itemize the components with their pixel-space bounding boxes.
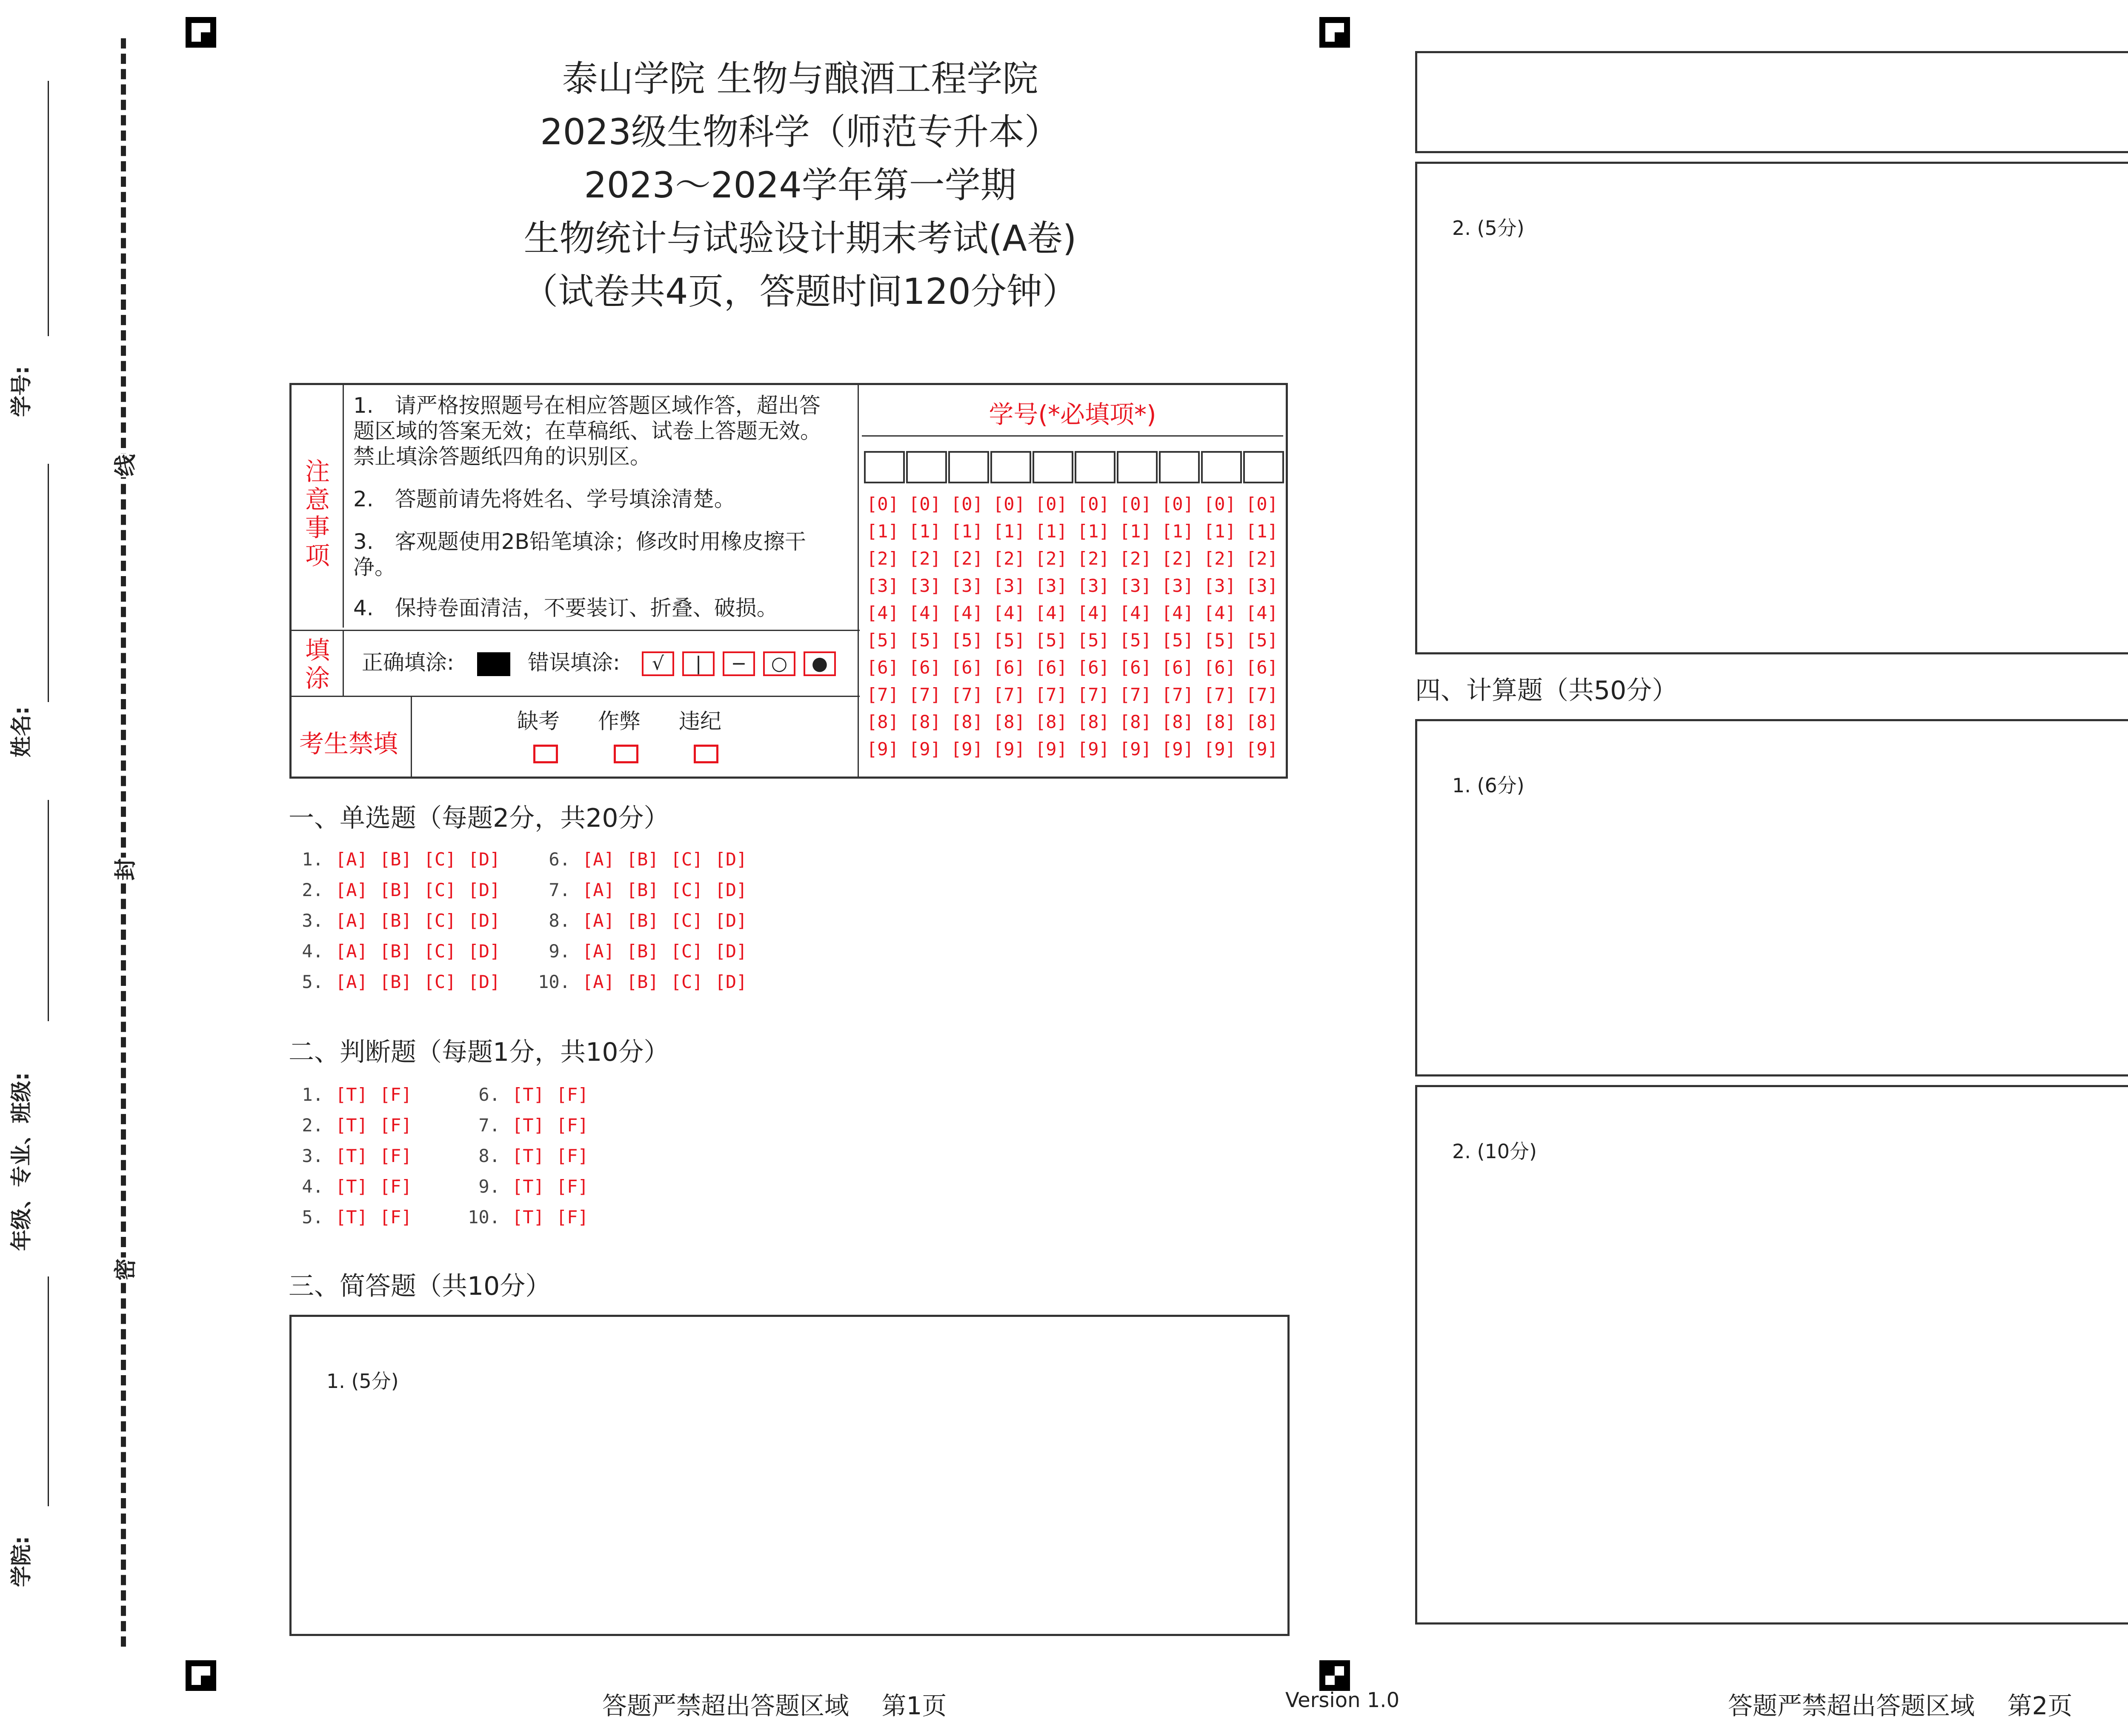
question-row[interactable] bbox=[289, 1207, 412, 1228]
question-number: 2. bbox=[302, 1115, 323, 1136]
calc-answer-box-2[interactable] bbox=[1415, 1085, 2128, 1625]
question-row[interactable] bbox=[289, 1115, 412, 1136]
side-label-student-id: 学号: bbox=[9, 366, 34, 417]
answer-bubble[interactable]: [B] bbox=[626, 941, 659, 962]
answer-bubble[interactable]: [F] bbox=[379, 1176, 412, 1197]
student-id-bubble[interactable]: [2] bbox=[1077, 548, 1110, 569]
student-id-bubble[interactable]: [1] bbox=[1161, 521, 1194, 542]
seal-char-seal: 封 bbox=[101, 858, 146, 882]
student-id-bubble[interactable]: [3] bbox=[909, 575, 941, 596]
student-id-bubble[interactable]: [8] bbox=[1077, 711, 1110, 732]
student-id-digit-row[interactable] bbox=[867, 711, 1288, 732]
footer-version: Version 1.0 bbox=[1285, 1688, 1400, 1712]
question-number: 1. bbox=[302, 849, 323, 870]
question-number: 7. bbox=[478, 1115, 500, 1136]
student-id-cell[interactable] bbox=[1201, 451, 1242, 483]
section1-title: 一、单选题（每题2分，共20分） bbox=[289, 803, 669, 833]
answer-bubble[interactable]: [D] bbox=[468, 879, 501, 900]
student-id-bubble[interactable]: [7] bbox=[1204, 684, 1236, 705]
student-id-bubble[interactable]: [6] bbox=[1246, 657, 1278, 678]
student-id-cell[interactable] bbox=[1159, 451, 1200, 483]
header-term: 2023～2024学年第一学期 bbox=[584, 164, 1016, 206]
student-id-bubble[interactable]: [3] bbox=[1077, 575, 1110, 596]
fill-label: 填涂 bbox=[305, 636, 330, 693]
student-id-bubble[interactable]: [4] bbox=[1161, 602, 1194, 623]
student-id-bubble[interactable]: [4] bbox=[951, 602, 983, 623]
answer-bubble[interactable]: [B] bbox=[379, 941, 412, 962]
student-id-bubble[interactable]: [3] bbox=[951, 575, 983, 596]
student-id-digit-row[interactable] bbox=[867, 657, 1288, 678]
question-number: 8. bbox=[478, 1145, 500, 1166]
answer-bubble[interactable]: [A] bbox=[582, 971, 615, 992]
answer-bubble[interactable]: [T] bbox=[335, 1145, 368, 1166]
answer-bubble[interactable]: [D] bbox=[468, 941, 501, 962]
answer-bubble[interactable]: [A] bbox=[582, 941, 615, 962]
student-id-bubble[interactable]: [2] bbox=[1246, 548, 1278, 569]
question-row[interactable] bbox=[289, 849, 500, 870]
question-number: 3. bbox=[302, 910, 323, 931]
question-row[interactable] bbox=[289, 910, 500, 931]
answer-bubble[interactable]: [C] bbox=[670, 849, 703, 870]
student-id-bubble[interactable]: [4] bbox=[1119, 602, 1152, 623]
question-number: 5. bbox=[302, 1207, 323, 1228]
student-id-digit-row[interactable] bbox=[867, 630, 1288, 651]
student-id-bubble[interactable]: [5] bbox=[909, 630, 941, 651]
student-id-bubble[interactable]: [4] bbox=[867, 602, 899, 623]
student-id-bubble[interactable]: [4] bbox=[1077, 602, 1110, 623]
question-row[interactable] bbox=[536, 849, 747, 870]
student-id-bubble[interactable]: [6] bbox=[951, 657, 983, 678]
student-id-bubble[interactable]: [5] bbox=[867, 630, 899, 651]
question-number: 5. bbox=[302, 971, 323, 992]
student-id-bubble[interactable]: [3] bbox=[1119, 575, 1152, 596]
student-id-bubble[interactable]: [8] bbox=[1035, 711, 1067, 732]
student-id-bubble[interactable]: [8] bbox=[867, 711, 899, 732]
student-id-bubble[interactable]: [7] bbox=[1161, 684, 1194, 705]
answer-bubble[interactable]: [A] bbox=[582, 910, 615, 931]
student-id-bubble[interactable]: [5] bbox=[993, 630, 1025, 651]
student-id-bubble[interactable]: [8] bbox=[909, 711, 941, 732]
student-id-digit-row[interactable] bbox=[867, 739, 1288, 760]
student-id-bubble[interactable]: [5] bbox=[1119, 630, 1152, 651]
question-number: 9. bbox=[478, 1176, 500, 1197]
question-row[interactable] bbox=[536, 879, 747, 900]
answer-bubble[interactable]: [A] bbox=[582, 849, 615, 870]
student-id-bubble[interactable]: [0] bbox=[1119, 494, 1152, 514]
student-id-bubble[interactable]: [2] bbox=[1161, 548, 1194, 569]
student-id-bubble[interactable]: [3] bbox=[867, 575, 899, 596]
student-id-bubble[interactable]: [6] bbox=[867, 657, 899, 678]
student-id-bubble[interactable]: [3] bbox=[1035, 575, 1067, 596]
student-id-digit-row[interactable] bbox=[867, 575, 1288, 596]
student-id-bubble[interactable]: [4] bbox=[993, 602, 1025, 623]
student-id-bubble[interactable]: [3] bbox=[1161, 575, 1194, 596]
answer-bubble[interactable]: [T] bbox=[335, 1176, 368, 1197]
student-id-bubble[interactable]: [7] bbox=[867, 684, 899, 705]
student-id-bubble[interactable]: [6] bbox=[1161, 657, 1194, 678]
answer-bubble[interactable]: [A] bbox=[582, 879, 615, 900]
answer-bubble[interactable]: [C] bbox=[670, 971, 703, 992]
answer-bubble[interactable]: [D] bbox=[715, 849, 747, 870]
violation-label: 违纪 bbox=[679, 709, 721, 734]
student-id-digit-row[interactable] bbox=[867, 548, 1288, 569]
student-id-bubble[interactable]: [8] bbox=[993, 711, 1025, 732]
student-id-bubble[interactable]: [1] bbox=[993, 521, 1025, 542]
correct-fill-sample bbox=[477, 652, 510, 676]
student-id-cell[interactable] bbox=[1243, 451, 1284, 483]
student-id-bubble[interactable]: [8] bbox=[1204, 711, 1236, 732]
answer-bubble[interactable]: [F] bbox=[379, 1207, 412, 1228]
question-row[interactable] bbox=[289, 941, 500, 962]
student-id-bubble[interactable]: [2] bbox=[951, 548, 983, 569]
question-number: 3. bbox=[302, 1145, 323, 1166]
short-answer-q1-label: 1. (5分) bbox=[326, 1370, 399, 1393]
student-id-bubble[interactable]: [7] bbox=[1035, 684, 1067, 705]
notice-item-1: 1. 请严格按照题号在相应答题区域作答，超出答题区域的答案无效；在草稿纸、试卷上答题无效。禁止填涂答题纸四角的识别区。 bbox=[353, 393, 821, 469]
question-row[interactable] bbox=[289, 1176, 412, 1197]
corner-marker-bottom-left bbox=[186, 1660, 216, 1691]
absent-checkbox[interactable] bbox=[533, 745, 558, 763]
side-line-student-id[interactable] bbox=[48, 81, 49, 336]
student-id-bubble[interactable]: [2] bbox=[909, 548, 941, 569]
short-answer-q2-label: 2. (5分) bbox=[1452, 217, 1524, 240]
student-id-bubble[interactable]: [9] bbox=[1035, 739, 1067, 760]
student-id-bubble[interactable]: [0] bbox=[1161, 494, 1194, 514]
question-number: 1. bbox=[302, 1084, 323, 1105]
wrong-fill-dash: − bbox=[723, 651, 755, 676]
answer-bubble[interactable]: [B] bbox=[379, 971, 412, 992]
header-school: 泰山学院 生物与酿酒工程学院 bbox=[562, 58, 1038, 100]
answer-bubble[interactable]: [D] bbox=[715, 941, 747, 962]
student-id-bubble[interactable]: [4] bbox=[1204, 602, 1236, 623]
answer-bubble[interactable]: [D] bbox=[715, 879, 747, 900]
question-number: 9. bbox=[549, 941, 570, 962]
answer-bubble[interactable]: [B] bbox=[626, 971, 659, 992]
question-number: 10. bbox=[468, 1207, 500, 1228]
answer-bubble[interactable]: [F] bbox=[556, 1145, 589, 1166]
seal-char-close: 密 bbox=[101, 1258, 146, 1282]
question-number: 2. bbox=[302, 879, 323, 900]
answer-bubble[interactable]: [B] bbox=[379, 879, 412, 900]
student-id-bubble[interactable]: [6] bbox=[1077, 657, 1110, 678]
student-id-bubble[interactable]: [5] bbox=[1246, 630, 1278, 651]
student-id-bubble[interactable]: [7] bbox=[951, 684, 983, 705]
side-label-grade-major-class: 年级、专业、班级: bbox=[9, 1072, 34, 1251]
student-id-bubble[interactable]: [6] bbox=[1119, 657, 1152, 678]
student-id-cell[interactable] bbox=[1075, 451, 1115, 483]
student-id-bubble[interactable]: [7] bbox=[1246, 684, 1278, 705]
question-row[interactable] bbox=[466, 1176, 589, 1197]
student-id-bubble[interactable]: [2] bbox=[1035, 548, 1067, 569]
student-id-title: 学号(*必填项*) bbox=[989, 400, 1156, 429]
student-id-bubble[interactable]: [9] bbox=[1119, 739, 1152, 760]
answer-bubble[interactable]: [B] bbox=[626, 849, 659, 870]
student-id-bubble[interactable]: [1] bbox=[1204, 521, 1236, 542]
student-id-bubble[interactable]: [7] bbox=[993, 684, 1025, 705]
question-row[interactable] bbox=[289, 971, 500, 992]
student-id-bubble[interactable]: [5] bbox=[1035, 630, 1067, 651]
side-label-name: 姓名: bbox=[9, 706, 34, 757]
answer-bubble[interactable]: [F] bbox=[556, 1207, 589, 1228]
student-id-cell[interactable] bbox=[906, 451, 947, 483]
question-number: 4. bbox=[302, 1176, 323, 1197]
calc-q2-label: 2. (10分) bbox=[1452, 1140, 1537, 1163]
student-id-bubble[interactable]: [1] bbox=[1035, 521, 1067, 542]
answer-bubble[interactable]: [B] bbox=[626, 879, 659, 900]
student-id-bubble[interactable]: [9] bbox=[951, 739, 983, 760]
question-number: 4. bbox=[302, 941, 323, 962]
binding-dashed-line bbox=[121, 38, 126, 1647]
correct-fill-label: 正确填涂: bbox=[362, 650, 454, 675]
student-id-bubble[interactable]: [8] bbox=[1246, 711, 1278, 732]
student-id-bubble[interactable]: [2] bbox=[867, 548, 899, 569]
short-answer-box-1[interactable] bbox=[289, 1315, 1290, 1636]
student-id-bubble[interactable]: [9] bbox=[993, 739, 1025, 760]
corner-marker-bottom-center bbox=[1319, 1660, 1350, 1691]
question-row[interactable] bbox=[536, 971, 747, 992]
forbidden-label: 考生禁填 bbox=[299, 729, 398, 758]
answer-bubble[interactable]: [C] bbox=[670, 910, 703, 931]
answer-bubble[interactable]: [T] bbox=[512, 1115, 544, 1136]
wrong-fill-dot: ● bbox=[804, 651, 836, 676]
student-id-bubble[interactable]: [1] bbox=[1119, 521, 1152, 542]
question-row[interactable] bbox=[289, 1084, 412, 1105]
violation-checkbox[interactable] bbox=[694, 745, 718, 763]
student-id-bubble[interactable]: [4] bbox=[1246, 602, 1278, 623]
answer-bubble[interactable]: [A] bbox=[335, 971, 368, 992]
student-id-bubble[interactable]: [0] bbox=[993, 494, 1025, 514]
student-id-bubble[interactable]: [9] bbox=[909, 739, 941, 760]
absent-label: 缺考 bbox=[517, 709, 560, 734]
student-id-bubble[interactable]: [7] bbox=[909, 684, 941, 705]
student-id-bubble[interactable]: [1] bbox=[867, 521, 899, 542]
question-number: 10. bbox=[538, 971, 570, 992]
answer-bubble[interactable]: [F] bbox=[556, 1115, 589, 1136]
student-id-bubble[interactable]: [0] bbox=[951, 494, 983, 514]
wrong-fill-check: √ bbox=[642, 651, 674, 676]
answer-bubble[interactable]: [A] bbox=[335, 941, 368, 962]
student-id-bubble[interactable]: [9] bbox=[867, 739, 899, 760]
notice-item-2: 2. 答题前请先将姓名、学号填涂清楚。 bbox=[353, 487, 735, 511]
question-row[interactable] bbox=[536, 941, 747, 962]
answer-bubble[interactable]: [D] bbox=[468, 910, 501, 931]
student-id-bubble[interactable]: [0] bbox=[1035, 494, 1067, 514]
question-row[interactable] bbox=[466, 1084, 589, 1105]
student-id-bubble[interactable]: [5] bbox=[1077, 630, 1110, 651]
student-id-digit-row[interactable] bbox=[867, 521, 1288, 542]
student-id-cell[interactable] bbox=[1033, 451, 1073, 483]
seal-char-line: 线 bbox=[101, 454, 146, 477]
answer-bubble[interactable]: [B] bbox=[379, 849, 412, 870]
question-number: 7. bbox=[549, 879, 570, 900]
student-id-bubble[interactable]: [0] bbox=[867, 494, 899, 514]
student-id-bubble[interactable]: [0] bbox=[1246, 494, 1278, 514]
student-id-bubble[interactable]: [6] bbox=[1204, 657, 1236, 678]
section3-title: 三、简答题（共10分） bbox=[289, 1271, 551, 1301]
corner-marker-top-left bbox=[186, 17, 216, 48]
answer-bubble[interactable]: [F] bbox=[556, 1084, 589, 1105]
notice-label: 注意事项 bbox=[305, 457, 330, 570]
student-id-bubble[interactable]: [1] bbox=[1246, 521, 1278, 542]
student-id-cell[interactable] bbox=[1117, 451, 1158, 483]
wrong-fill-circle: ○ bbox=[763, 651, 795, 676]
student-id-cell[interactable] bbox=[990, 451, 1031, 483]
answer-bubble[interactable]: [D] bbox=[715, 971, 747, 992]
student-id-bubble[interactable]: [8] bbox=[951, 711, 983, 732]
answer-bubble[interactable]: [D] bbox=[715, 910, 747, 931]
student-id-bubble[interactable]: [1] bbox=[1077, 521, 1110, 542]
question-row[interactable] bbox=[289, 1145, 412, 1166]
side-line-college[interactable] bbox=[48, 1276, 49, 1506]
question-row[interactable] bbox=[466, 1207, 589, 1228]
question-number: 6. bbox=[549, 849, 570, 870]
student-id-bubble[interactable]: [3] bbox=[1204, 575, 1236, 596]
answer-bubble[interactable]: [T] bbox=[512, 1084, 544, 1105]
wrong-fill-label: 错误填涂: bbox=[528, 650, 620, 675]
student-id-bubble[interactable]: [6] bbox=[993, 657, 1025, 678]
student-id-bubble[interactable]: [0] bbox=[1204, 494, 1236, 514]
answer-bubble[interactable]: [T] bbox=[335, 1207, 368, 1228]
answer-box-top-continuation[interactable] bbox=[1415, 51, 2128, 153]
section2-title: 二、判断题（每题1分，共10分） bbox=[289, 1037, 669, 1067]
student-id-bubble[interactable]: [1] bbox=[909, 521, 941, 542]
student-id-digit-row[interactable] bbox=[867, 684, 1288, 705]
answer-bubble[interactable]: [C] bbox=[670, 941, 703, 962]
footer-page1: 答题严禁超出答题区域 第1页 bbox=[602, 1691, 947, 1720]
cheat-checkbox[interactable] bbox=[614, 745, 638, 763]
question-number: 6. bbox=[478, 1084, 500, 1105]
header-class: 2023级生物科学（师范专升本） bbox=[540, 111, 1060, 153]
answer-bubble[interactable]: [D] bbox=[468, 849, 501, 870]
answer-bubble[interactable]: [C] bbox=[423, 849, 456, 870]
header-exam-info: （试卷共4页，答题时间120分钟） bbox=[522, 271, 1078, 312]
section4-title: 四、计算题（共50分） bbox=[1415, 676, 1678, 705]
student-id-bubble[interactable]: [9] bbox=[1077, 739, 1110, 760]
student-id-bubble[interactable]: [8] bbox=[1161, 711, 1194, 732]
student-id-bubble[interactable]: [5] bbox=[951, 630, 983, 651]
answer-bubble[interactable]: [A] bbox=[335, 879, 368, 900]
student-id-bubble[interactable]: [7] bbox=[1077, 684, 1110, 705]
student-id-digit-row[interactable] bbox=[867, 602, 1288, 623]
student-id-bubble[interactable]: [9] bbox=[1204, 739, 1236, 760]
student-id-bubble[interactable]: [2] bbox=[1204, 548, 1236, 569]
answer-bubble[interactable]: [T] bbox=[512, 1145, 544, 1166]
answer-bubble[interactable]: [T] bbox=[335, 1115, 368, 1136]
side-line-name[interactable] bbox=[48, 464, 49, 702]
student-id-bubble[interactable]: [6] bbox=[909, 657, 941, 678]
answer-bubble[interactable]: [B] bbox=[626, 910, 659, 931]
question-row[interactable] bbox=[466, 1145, 589, 1166]
answer-bubble[interactable]: [B] bbox=[379, 910, 412, 931]
student-id-bubble[interactable]: [0] bbox=[1077, 494, 1110, 514]
answer-bubble[interactable]: [F] bbox=[556, 1176, 589, 1197]
student-id-digit-row[interactable] bbox=[867, 494, 1288, 514]
student-id-bubble[interactable]: [5] bbox=[1204, 630, 1236, 651]
notice-item-4: 4. 保持卷面清洁，不要装订、折叠、破损。 bbox=[353, 596, 778, 620]
cheat-label: 作弊 bbox=[598, 709, 641, 734]
student-id-bubble[interactable]: [9] bbox=[1246, 739, 1278, 760]
student-id-cell[interactable] bbox=[948, 451, 989, 483]
corner-marker-top-center bbox=[1319, 17, 1350, 48]
answer-bubble[interactable]: [T] bbox=[512, 1207, 544, 1228]
answer-bubble[interactable]: [D] bbox=[468, 971, 501, 992]
wrong-fill-bar: | bbox=[682, 651, 715, 676]
answer-bubble[interactable]: [C] bbox=[423, 910, 456, 931]
answer-bubble[interactable]: [C] bbox=[423, 971, 456, 992]
answer-bubble[interactable]: [A] bbox=[335, 849, 368, 870]
answer-bubble[interactable]: [C] bbox=[670, 879, 703, 900]
answer-bubble[interactable]: [T] bbox=[335, 1084, 368, 1105]
calc-q1-label: 1. (6分) bbox=[1452, 774, 1524, 797]
student-id-bubble[interactable]: [6] bbox=[1035, 657, 1067, 678]
student-id-bubble[interactable]: [9] bbox=[1161, 739, 1194, 760]
answer-bubble[interactable]: [F] bbox=[379, 1084, 412, 1105]
student-id-bubble[interactable]: [3] bbox=[993, 575, 1025, 596]
student-id-bubble[interactable]: [3] bbox=[1246, 575, 1278, 596]
answer-bubble[interactable]: [A] bbox=[335, 910, 368, 931]
calc-answer-box-1[interactable] bbox=[1415, 719, 2128, 1076]
student-id-cell[interactable] bbox=[864, 451, 905, 483]
side-label-college: 学院: bbox=[9, 1536, 34, 1587]
side-line-grade[interactable] bbox=[48, 800, 49, 1021]
student-id-bubble[interactable]: [2] bbox=[993, 548, 1025, 569]
answer-bubble[interactable]: [F] bbox=[379, 1115, 412, 1136]
student-id-bubble[interactable]: [0] bbox=[909, 494, 941, 514]
question-row[interactable] bbox=[536, 910, 747, 931]
question-number: 8. bbox=[549, 910, 570, 931]
student-id-bubble[interactable]: [4] bbox=[1035, 602, 1067, 623]
notice-item-3: 3. 客观题使用2B铅笔填涂；修改时用橡皮擦干净。 bbox=[353, 529, 806, 580]
student-id-bubble[interactable]: [4] bbox=[909, 602, 941, 623]
answer-bubble[interactable]: [C] bbox=[423, 941, 456, 962]
student-id-bubble[interactable]: [1] bbox=[951, 521, 983, 542]
header-exam-title: 生物统计与试验设计期末考试(A卷) bbox=[523, 217, 1077, 259]
short-answer-box-2[interactable] bbox=[1415, 162, 2128, 654]
student-id-bubble[interactable]: [2] bbox=[1119, 548, 1152, 569]
student-id-bubble[interactable]: [5] bbox=[1161, 630, 1194, 651]
student-id-bubble[interactable]: [8] bbox=[1119, 711, 1152, 732]
answer-bubble[interactable]: [F] bbox=[379, 1145, 412, 1166]
footer-page2: 答题严禁超出答题区域 第2页 bbox=[1728, 1691, 2073, 1720]
answer-bubble[interactable]: [T] bbox=[512, 1176, 544, 1197]
question-row[interactable] bbox=[289, 879, 500, 900]
question-row[interactable] bbox=[466, 1115, 589, 1136]
student-id-bubble[interactable]: [7] bbox=[1119, 684, 1152, 705]
answer-bubble[interactable]: [C] bbox=[423, 879, 456, 900]
